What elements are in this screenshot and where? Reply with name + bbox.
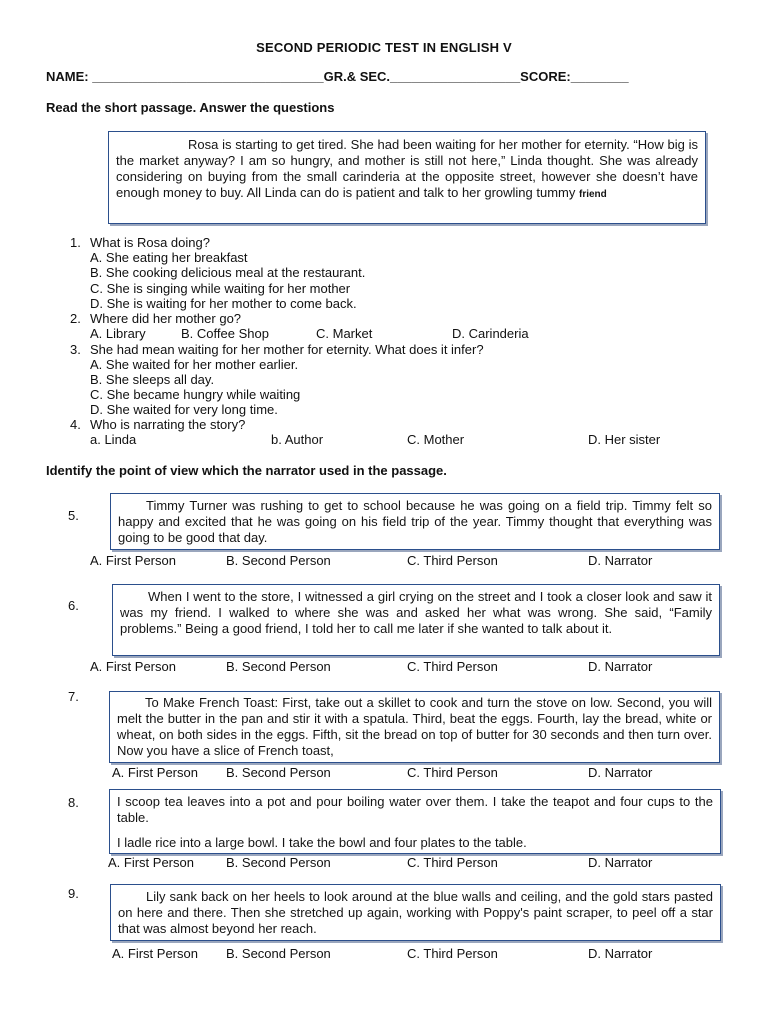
item-5-passage: Timmy Turner was rushing to get to school because he was going on a field trip. Timmy felt so happy and excited that he was going on his field trip of the year. Timmy thought that everything was going to be good that day.	[118, 498, 712, 545]
item-6-option-c: C. Third Person	[407, 659, 498, 674]
question-3-text: She had mean waiting for her mother for eternity. What does it infer?	[90, 342, 484, 357]
item-7-passage: To Make French Toast: First, take out a skillet to cook and turn the stove on low. Second, you will melt the butter in the pan and stir it with a spatula. Third, beat the eggs. Fourth, lay the bread, white or wheat, on both sides in the eggs. Fifth, sit the bread on top of butter for 30 seconds and then turn over. Now you have a slice of French toast,	[117, 695, 712, 758]
reading-passage-text: Rosa is starting to get tired. She had been waiting for her mother for eternity. “How big is the market anyway? I am so hungry, and mother is still not here,” Linda thought. She was already considering on buying from the small carinderia at the opposite street, however she doesn’t have enough money to buy. All Linda can do is patient and talk to her growling tummy	[116, 137, 698, 200]
question-1-number: 1.	[70, 235, 81, 250]
question-2-option-c: C. Market	[316, 326, 373, 341]
question-2-option-b: B. Coffee Shop	[181, 326, 269, 341]
item-7-option-a: A. First Person	[112, 765, 198, 780]
question-3-number: 3.	[70, 342, 81, 357]
question-4-option-b: b. Author	[271, 432, 324, 447]
item-9-option-a: A. First Person	[112, 946, 198, 961]
item-7-option-d: D. Narrator	[588, 765, 653, 780]
item-7-option-b: B. Second Person	[226, 765, 331, 780]
question-1-option-c: C. She is singing while waiting for her mother	[90, 281, 351, 296]
item-5-option-d: D. Narrator	[588, 553, 653, 568]
item-6-number: 6.	[68, 598, 79, 613]
question-3-option-d: D. She waited for very long time.	[90, 402, 278, 417]
item-8-passage-second: I ladle rice into a large bowl. I take the bowl and four plates to the table.	[117, 835, 527, 850]
item-6-option-a: A. First Person	[90, 659, 176, 674]
passage-tag: friend	[579, 189, 607, 200]
item-5-option-b: B. Second Person	[226, 553, 331, 568]
name-section-score-line: NAME: ________________________________GR.& SEC.__________________SCORE:________	[46, 69, 629, 84]
part1-instruction: Read the short passage. Answer the questions	[46, 100, 335, 115]
question-1-option-d: D. She is waiting for her mother to come back.	[90, 296, 357, 311]
item-7-passage-box	[109, 691, 720, 763]
item-8-option-b: B. Second Person	[226, 855, 331, 870]
item-8-passage-box	[109, 789, 721, 854]
item-9-option-c: C. Third Person	[407, 946, 498, 961]
item-6-passage-box	[112, 584, 720, 656]
item-8-option-d: D. Narrator	[588, 855, 653, 870]
item-6-option-d: D. Narrator	[588, 659, 653, 674]
item-9-number: 9.	[68, 886, 79, 901]
question-2-option-d: D. Carinderia	[452, 326, 529, 341]
question-2-text: Where did her mother go?	[90, 311, 242, 326]
test-title: SECOND PERIODIC TEST IN ENGLISH V	[256, 40, 512, 55]
item-8-number: 8.	[68, 795, 79, 810]
item-5-option-a: A. First Person	[90, 553, 176, 568]
item-6-passage: When I went to the store, I witnessed a girl crying on the street and I took a closer look and saw it was my friend. I walked to where she was and asked her what was wrong. She said, “Family problems.” Being a good friend, I told her to call me later if she wanted to talk about it.	[120, 589, 712, 636]
item-5-passage-box	[110, 493, 720, 550]
item-8-option-a: A. First Person	[108, 855, 194, 870]
question-4-option-d: D. Her sister	[588, 432, 661, 447]
item-9-option-b: B. Second Person	[226, 946, 331, 961]
question-4-option-a: a. Linda	[90, 432, 137, 447]
question-4-option-c: C. Mother	[407, 432, 465, 447]
question-2-option-a: A. Library	[90, 326, 146, 341]
item-9-passage: Lily sank back on her heels to look around at the blue walls and ceiling, and the gold stars pasted on here and there. Then she stretched up again, working with Poppy's paint scraper, to peel off a star that was almost beyond her reach.	[118, 889, 713, 936]
item-8-option-c: C. Third Person	[407, 855, 498, 870]
question-1-option-a: A. She eating her breakfast	[90, 250, 248, 265]
question-3-option-b: B. She sleeps all day.	[90, 372, 215, 387]
item-7-number: 7.	[68, 689, 79, 704]
item-7-option-c: C. Third Person	[407, 765, 498, 780]
item-8-passage: I scoop tea leaves into a pot and pour boiling water over them. I take the teapot and four cups to the table.	[117, 794, 713, 825]
question-3-option-a: A. She waited for her mother earlier.	[90, 357, 299, 372]
question-3-option-c: C. She became hungry while waiting	[90, 387, 301, 402]
question-1-option-b: B. She cooking delicious meal at the restaurant.	[90, 265, 366, 280]
item-5-option-c: C. Third Person	[407, 553, 498, 568]
item-9-passage-box	[110, 884, 721, 941]
item-6-option-b: B. Second Person	[226, 659, 331, 674]
reading-passage-box	[108, 131, 706, 224]
question-4-number: 4.	[70, 417, 81, 432]
reading-passage	[116, 137, 698, 203]
question-1-text: What is Rosa doing?	[90, 235, 210, 250]
question-2-number: 2.	[70, 311, 81, 326]
part2-instruction: Identify the point of view which the narrator used in the passage.	[46, 463, 447, 478]
item-5-number: 5.	[68, 508, 79, 523]
question-4-text: Who is narrating the story?	[90, 417, 246, 432]
item-9-option-d: D. Narrator	[588, 946, 653, 961]
